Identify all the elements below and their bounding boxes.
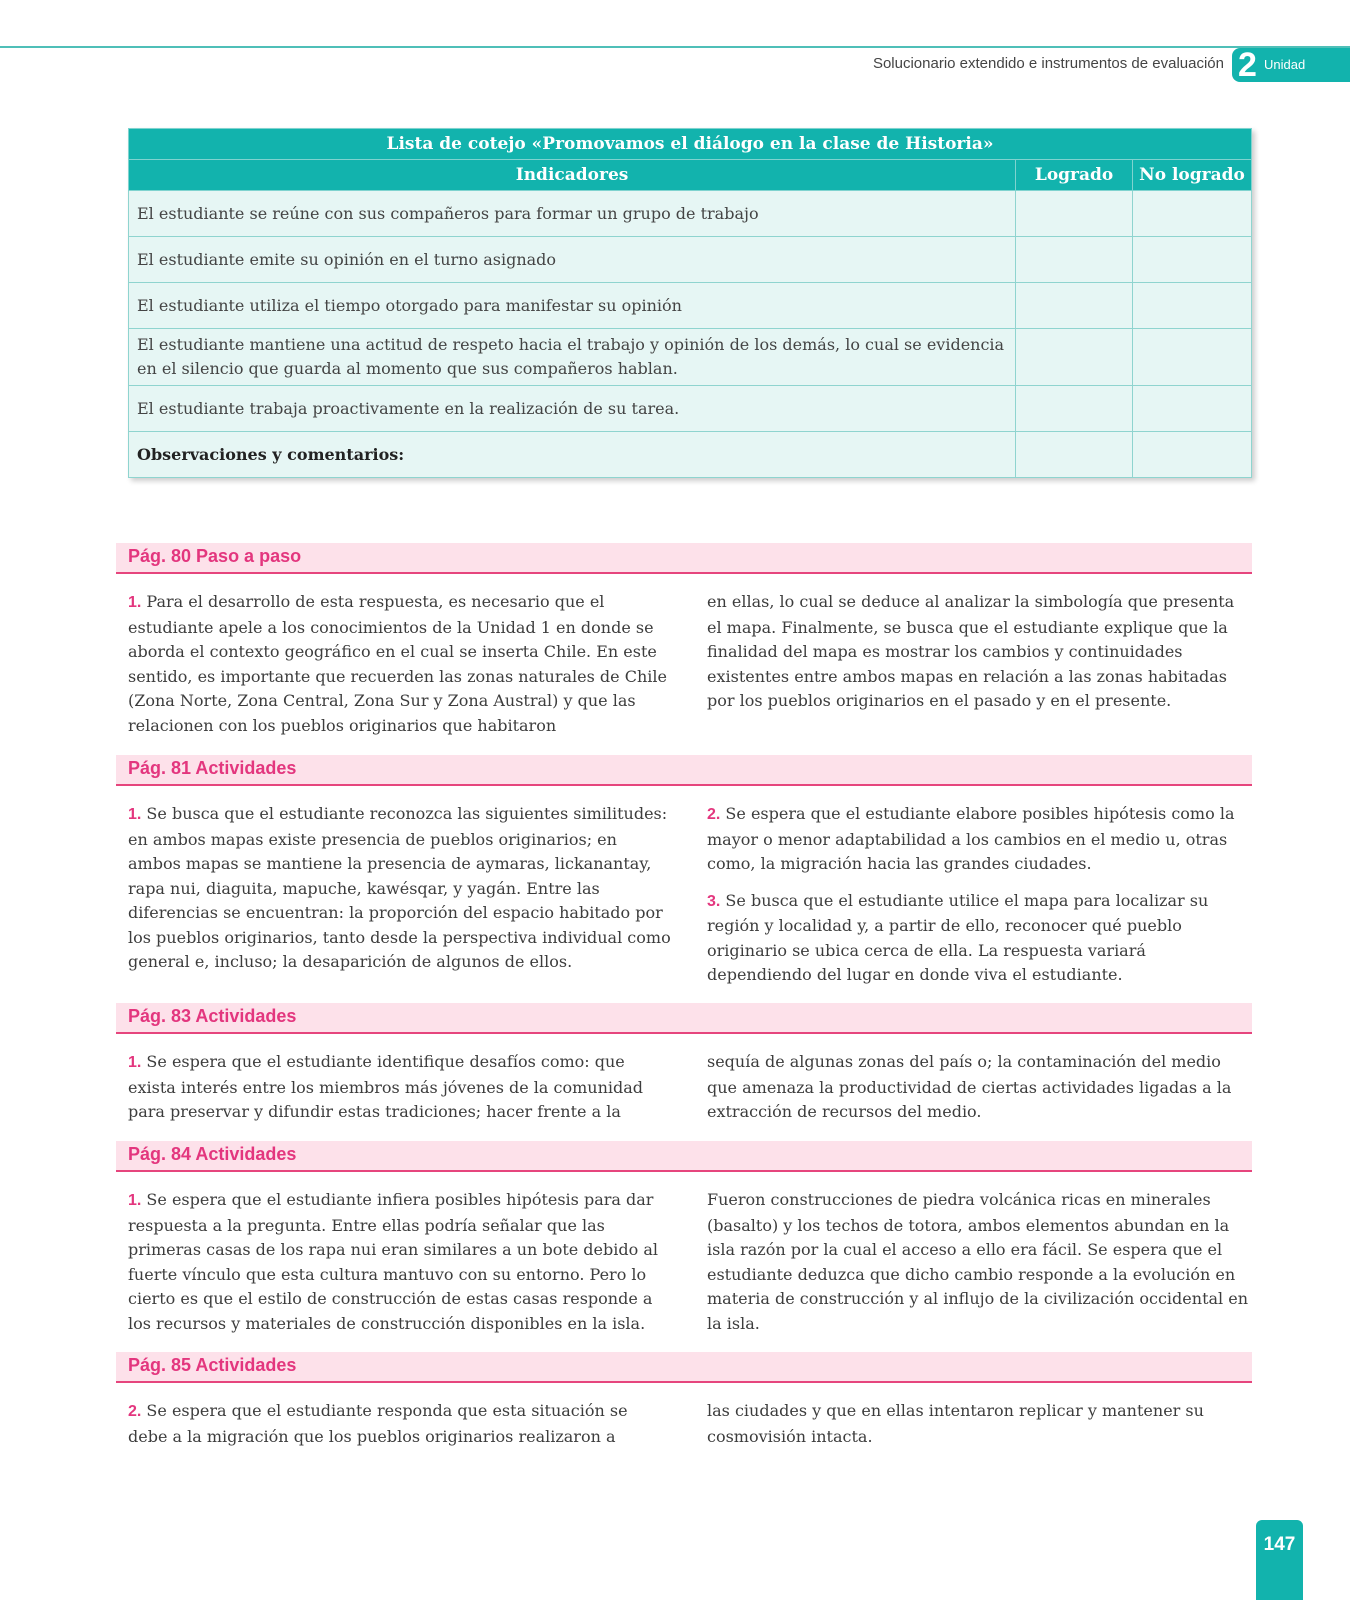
indicator-text: El estudiante se reúne con sus compañeros para formar un grupo de trabajo	[129, 191, 1016, 237]
answer-paragraph	[128, 1399, 672, 1449]
answer-number: 1.	[128, 594, 142, 611]
answer-number: 3.	[707, 892, 721, 910]
checklist-row	[129, 283, 1252, 329]
answer-text: Se espera que el estudiante responda que esta situación se debe a la migración que los pueblos originarios realizaron a	[128, 1401, 628, 1446]
answer-number: 1.	[128, 806, 142, 823]
section-header-pag-81	[116, 755, 1252, 786]
header-title: Solucionario extendido e instrumentos de evaluación	[872, 55, 1224, 72]
not-achieved-cell	[1133, 191, 1252, 237]
section-header-pag-84	[116, 1141, 1252, 1172]
section-title: Pág. 81 Actividades	[128, 758, 297, 778]
indicator-text: El estudiante trabaja proactivamente en la realización de su tarea.	[129, 386, 1016, 432]
section-col-right	[707, 802, 1252, 1000]
section-col-right	[707, 1050, 1252, 1137]
section-col-left	[128, 590, 672, 750]
col-indicators-header: Indicadores	[129, 160, 1016, 191]
answer-text: Se busca que el estudiante reconozca las siguientes similitudes: en ambos mapas existe presencia de pueblos originarios; en ambos mapas se mantiene la presencia de aymaras, lickanantay, rapa nui, diaguita, mapuche, kawésqar, y yagán. Entre las diferencias se encuentran: la proporción del espacio habitado por los pueblos originarios, tanto desde la perspectiva individual como general e, incluso; la desaparición de algunos de ellos.	[128, 804, 671, 971]
section-title: Pág. 80 Paso a paso	[128, 546, 302, 566]
answer-text: Para el desarrollo de esta respuesta, es necesario que el estudiante apele a los conocimientos de la Unidad 1 en donde se aborda el contexto geográfico en el cual se inserta Chile. En este sentido, es importante que recuerden las zonas naturales de Chile (Zona Norte, Zona Central, Zona Sur y Zona Austral) y que las relacionen con los pueblos originarios que habitaron	[128, 592, 667, 735]
section-header-pag-85	[116, 1352, 1252, 1383]
answer-text: Se espera que el estudiante elabore posibles hipótesis como la mayor o menor adaptabilidad a los cambios en el medio u, otras como, la migración hacia las grandes ciudades.	[707, 804, 1235, 873]
not-achieved-cell	[1133, 283, 1252, 329]
section-col-left	[128, 802, 672, 987]
section-col-right	[707, 1399, 1252, 1461]
achieved-cell	[1016, 283, 1133, 329]
section-col-left	[128, 1188, 672, 1348]
answer-text: sequía de algunas zonas del país o; la contaminación del medio que amenaza la productividad de ciertas actividades ligadas a la extracción de recursos del medio.	[707, 1052, 1232, 1121]
achieved-cell	[1016, 237, 1133, 283]
col-achieved-header: Logrado	[1016, 160, 1133, 191]
not-achieved-cell	[1133, 329, 1252, 386]
achieved-cell	[1016, 432, 1133, 478]
checklist-row	[129, 386, 1252, 432]
page-number: 147	[1256, 1520, 1303, 1600]
answer-paragraph	[128, 802, 672, 975]
answer-paragraph	[128, 590, 672, 738]
answer-number: 2.	[707, 806, 721, 823]
section-header-pag-83	[116, 1003, 1252, 1034]
checklist-row	[129, 237, 1252, 283]
checklist-table	[128, 128, 1252, 478]
achieved-cell	[1016, 386, 1133, 432]
answer-number: 2.	[128, 1403, 142, 1420]
section-col-right	[707, 1188, 1252, 1348]
checklist-title: Lista de cotejo «Promovamos el diálogo en la clase de Historia»	[129, 129, 1252, 160]
section-col-right	[707, 590, 1252, 726]
answer-paragraph	[707, 590, 1252, 714]
section-title: Pág. 84 Actividades	[128, 1144, 297, 1164]
observations-row	[129, 432, 1252, 478]
answer-paragraph	[707, 1399, 1252, 1449]
unit-number: 2	[1238, 46, 1257, 84]
answer-paragraph	[707, 1050, 1252, 1125]
indicator-text: El estudiante utiliza el tiempo otorgado para manifestar su opinión	[129, 283, 1016, 329]
answer-text: las ciudades y que en ellas intentaron replicar y mantener su cosmovisión intacta.	[707, 1401, 1204, 1446]
not-achieved-cell	[1133, 237, 1252, 283]
section-col-left	[128, 1050, 672, 1137]
answer-paragraph	[707, 1188, 1252, 1336]
checklist-row	[129, 191, 1252, 237]
observations-label: Observaciones y comentarios:	[129, 432, 1016, 478]
answer-text: en ellas, lo cual se deduce al analizar la simbología que presenta el mapa. Finalmente, se busca que el estudiante explique que la finalidad del mapa es mostrar los cambios y continuidades existentes entre ambos mapas en relación a las zonas habitadas por los pueblos originarios en el pasado y en el presente.	[707, 592, 1235, 710]
indicator-text: El estudiante emite su opinión en el turno asignado	[129, 237, 1016, 283]
answer-text: Se busca que el estudiante utilice el mapa para localizar su región y localidad y, a partir de ello, reconocer qué pueblo originario se ubica cerca de ella. La respuesta variará dependiendo del lugar en donde viva el estudiante.	[707, 890, 1209, 984]
answer-paragraph	[707, 802, 1252, 877]
answer-text: Se espera que el estudiante infiera posibles hipótesis para dar respuesta a la pregunta. Entre ellas podría señalar que las primeras casas de los rapa nui eran similares a un bote debido al fuerte vínculo que esta cultura mantuvo con su entorno. Pero lo cierto es que el estilo de construcción de estas casas responde a los recursos y materiales de construcción disponibles en la isla.	[128, 1190, 658, 1333]
header-rule	[0, 46, 1350, 48]
indicator-text: El estudiante mantiene una actitud de respeto hacia el trabajo y opinión de los demás, lo cual se evidencia en el silencio que guarda al momento que sus compañeros hablan.	[129, 329, 1016, 386]
section-title: Pág. 85 Actividades	[128, 1355, 297, 1375]
section-col-left	[128, 1399, 672, 1461]
answer-number: 1.	[128, 1054, 142, 1071]
unit-badge	[1232, 48, 1350, 82]
unit-label: Unidad	[1264, 57, 1306, 72]
answer-paragraph	[128, 1050, 672, 1125]
not-achieved-cell	[1133, 432, 1252, 478]
col-not-achieved-header: No logrado	[1133, 160, 1252, 191]
answer-number: 1.	[128, 1192, 142, 1209]
checklist-row	[129, 329, 1252, 386]
answer-paragraph	[707, 889, 1252, 988]
section-title: Pág. 83 Actividades	[128, 1006, 297, 1026]
answer-text: Se espera que el estudiante identifique desafíos como: que exista interés entre los miembros más jóvenes de la comunidad para preservar y difundir estas tradiciones; hacer frente a la	[128, 1052, 644, 1121]
answer-text: Fueron construcciones de piedra volcánica ricas en minerales (basalto) y los techos de totora, ambos elementos abundan en la isla razón por la cual el acceso a ello era fácil. Se espera que el estudiante deduzca que dicho cambio responde a la evolución en materia de construcción y al influjo de la civilización occidental en la isla.	[707, 1190, 1249, 1333]
achieved-cell	[1016, 329, 1133, 386]
answer-paragraph	[128, 1188, 672, 1336]
achieved-cell	[1016, 191, 1133, 237]
not-achieved-cell	[1133, 386, 1252, 432]
section-header-pag-80	[116, 543, 1252, 574]
